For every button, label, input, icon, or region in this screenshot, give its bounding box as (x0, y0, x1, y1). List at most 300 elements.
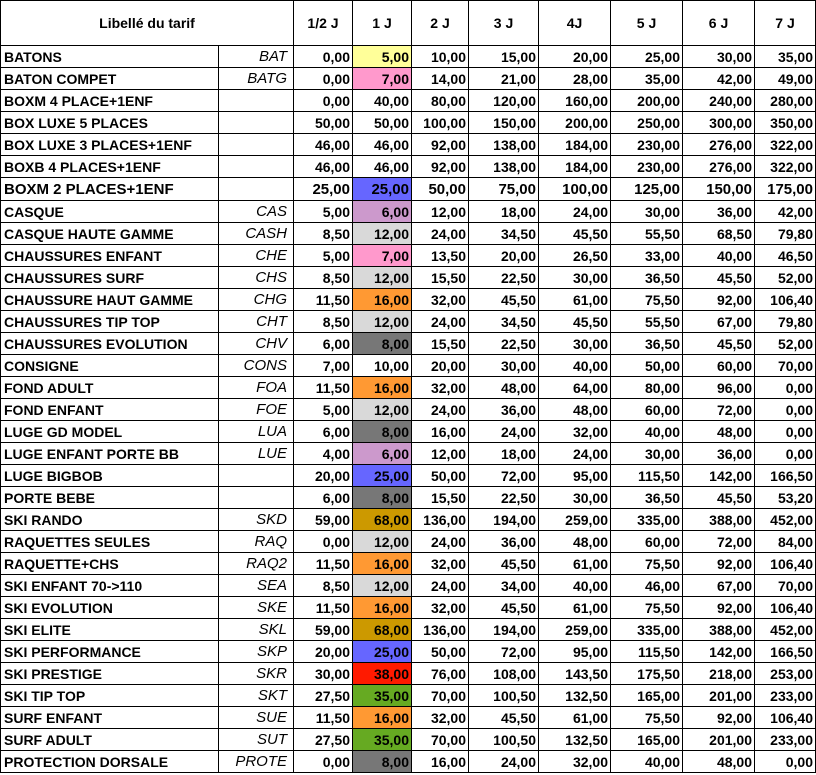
price-cell: 12,00 (412, 443, 469, 465)
price-cell: 61,00 (539, 707, 611, 729)
price-cell: 16,00 (353, 553, 412, 575)
price-cell: 45,50 (539, 223, 611, 245)
price-cell: 61,00 (539, 289, 611, 311)
price-cell: 45,50 (539, 311, 611, 333)
price-cell: 34,00 (469, 575, 539, 597)
price-cell: 40,00 (611, 421, 683, 443)
price-cell: 53,20 (755, 487, 816, 509)
price-cell: 68,50 (683, 223, 755, 245)
price-cell: 12,00 (353, 223, 412, 245)
price-cell: 6,00 (353, 443, 412, 465)
price-cell: 46,00 (353, 156, 412, 178)
price-cell: 100,00 (412, 112, 469, 134)
price-cell: 61,00 (539, 553, 611, 575)
price-cell: 68,00 (353, 509, 412, 531)
table-row (1, 487, 816, 509)
table-row (1, 663, 816, 685)
price-cell: 72,00 (469, 465, 539, 487)
tariff-code: SKT (219, 685, 294, 707)
price-cell: 92,00 (412, 134, 469, 156)
price-cell: 75,50 (611, 553, 683, 575)
price-cell: 8,50 (294, 267, 353, 289)
price-cell: 50,00 (412, 465, 469, 487)
price-cell: 22,50 (469, 333, 539, 355)
table-row (1, 245, 816, 267)
price-cell: 36,00 (469, 531, 539, 553)
table-row (1, 333, 816, 355)
price-cell: 230,00 (611, 134, 683, 156)
price-cell: 12,00 (353, 399, 412, 421)
price-cell: 200,00 (611, 90, 683, 112)
price-cell: 0,00 (294, 90, 353, 112)
price-cell: 45,50 (469, 289, 539, 311)
price-cell: 36,00 (469, 399, 539, 421)
price-cell: 79,80 (755, 311, 816, 333)
tariff-code: SKL (219, 619, 294, 641)
price-cell: 7,00 (294, 355, 353, 377)
table-row (1, 465, 816, 487)
price-cell: 7,00 (353, 245, 412, 267)
tariff-name: SKI ELITE (1, 619, 219, 641)
price-cell: 322,00 (755, 134, 816, 156)
tariff-code (219, 156, 294, 178)
tariff-code (219, 134, 294, 156)
price-cell: 22,50 (469, 487, 539, 509)
table-row (1, 729, 816, 751)
header-duration: 6 J (683, 1, 755, 46)
tariff-code (219, 487, 294, 509)
tariff-code: CHS (219, 267, 294, 289)
price-cell: 100,50 (469, 685, 539, 707)
price-cell: 92,00 (683, 289, 755, 311)
tariff-code: FOE (219, 399, 294, 421)
price-cell: 165,00 (611, 729, 683, 751)
price-cell: 12,00 (353, 311, 412, 333)
price-cell: 6,00 (294, 487, 353, 509)
tariff-name: CHAUSSURES SURF (1, 267, 219, 289)
price-cell: 36,00 (683, 443, 755, 465)
price-cell: 6,00 (294, 421, 353, 443)
tariff-name: CHAUSSURE HAUT GAMME (1, 289, 219, 311)
price-cell: 259,00 (539, 509, 611, 531)
price-cell: 32,00 (412, 377, 469, 399)
price-cell: 240,00 (683, 90, 755, 112)
price-cell: 166,50 (755, 465, 816, 487)
tariff-name: RAQUETTES SEULES (1, 531, 219, 553)
price-cell: 45,50 (683, 267, 755, 289)
price-cell: 16,00 (412, 421, 469, 443)
price-cell: 106,40 (755, 597, 816, 619)
tariff-name: FOND ENFANT (1, 399, 219, 421)
price-cell: 253,00 (755, 663, 816, 685)
price-cell: 38,00 (353, 663, 412, 685)
price-cell: 20,00 (469, 245, 539, 267)
tariff-name: FOND ADULT (1, 377, 219, 399)
price-cell: 52,00 (755, 267, 816, 289)
price-cell: 24,00 (539, 443, 611, 465)
price-cell: 259,00 (539, 619, 611, 641)
price-cell: 8,50 (294, 223, 353, 245)
price-cell: 50,00 (294, 112, 353, 134)
price-cell: 0,00 (294, 751, 353, 773)
tariff-name: LUGE BIGBOB (1, 465, 219, 487)
table-row (1, 267, 816, 289)
price-cell: 40,00 (683, 245, 755, 267)
price-cell: 16,00 (353, 377, 412, 399)
price-cell: 50,00 (353, 112, 412, 134)
price-cell: 165,00 (611, 685, 683, 707)
price-cell: 45,50 (469, 707, 539, 729)
table-row (1, 68, 816, 90)
price-cell: 5,00 (294, 201, 353, 223)
price-cell: 24,00 (412, 575, 469, 597)
price-cell: 48,00 (683, 421, 755, 443)
price-cell: 40,00 (611, 751, 683, 773)
price-cell: 46,50 (755, 245, 816, 267)
price-cell: 115,50 (611, 641, 683, 663)
price-cell: 30,00 (539, 487, 611, 509)
price-cell: 60,00 (611, 531, 683, 553)
price-cell: 5,00 (294, 399, 353, 421)
price-cell: 34,50 (469, 223, 539, 245)
tariff-code (219, 90, 294, 112)
price-cell: 96,00 (683, 377, 755, 399)
price-cell: 60,00 (611, 399, 683, 421)
price-cell: 20,00 (294, 641, 353, 663)
price-cell: 142,00 (683, 641, 755, 663)
price-cell: 8,50 (294, 311, 353, 333)
price-cell: 76,00 (412, 663, 469, 685)
tariff-name: CHAUSSURES ENFANT (1, 245, 219, 267)
price-cell: 75,50 (611, 289, 683, 311)
price-cell: 72,00 (683, 531, 755, 553)
tariff-name: BATONS (1, 46, 219, 68)
price-cell: 250,00 (611, 112, 683, 134)
tariff-code: CASH (219, 223, 294, 245)
price-cell: 45,50 (469, 597, 539, 619)
table-row (1, 641, 816, 663)
price-cell: 32,00 (412, 707, 469, 729)
price-cell: 11,50 (294, 377, 353, 399)
price-cell: 160,00 (539, 90, 611, 112)
header-duration: 7 J (755, 1, 816, 46)
price-cell: 48,00 (539, 531, 611, 553)
price-cell: 36,00 (683, 201, 755, 223)
price-cell: 50,00 (412, 641, 469, 663)
price-cell: 0,00 (294, 46, 353, 68)
price-cell: 46,00 (294, 134, 353, 156)
price-cell: 0,00 (755, 421, 816, 443)
price-cell: 75,50 (611, 597, 683, 619)
price-cell: 13,50 (412, 245, 469, 267)
tariff-name: BATON COMPET (1, 68, 219, 90)
table-row (1, 201, 816, 223)
price-cell: 280,00 (755, 90, 816, 112)
price-cell: 32,00 (539, 421, 611, 443)
price-cell: 322,00 (755, 156, 816, 178)
price-cell: 95,00 (539, 641, 611, 663)
price-cell: 300,00 (683, 112, 755, 134)
price-cell: 60,00 (683, 355, 755, 377)
table-row (1, 707, 816, 729)
price-cell: 35,00 (353, 729, 412, 751)
price-cell: 194,00 (469, 619, 539, 641)
price-cell: 0,00 (755, 751, 816, 773)
price-cell: 70,00 (412, 685, 469, 707)
price-cell: 36,50 (611, 487, 683, 509)
price-cell: 12,00 (412, 201, 469, 223)
price-cell: 45,50 (469, 553, 539, 575)
price-cell: 8,00 (353, 421, 412, 443)
price-cell: 10,00 (412, 46, 469, 68)
table-row (1, 685, 816, 707)
tariff-name: LUGE ENFANT PORTE BB (1, 443, 219, 465)
price-cell: 68,00 (353, 619, 412, 641)
price-cell: 70,00 (755, 355, 816, 377)
table-row (1, 509, 816, 531)
tariff-name: SKI ENFANT 70->110 (1, 575, 219, 597)
price-cell: 25,00 (353, 465, 412, 487)
price-cell: 120,00 (469, 90, 539, 112)
price-cell: 36,50 (611, 267, 683, 289)
price-cell: 80,00 (611, 377, 683, 399)
price-cell: 132,50 (539, 685, 611, 707)
table-row (1, 46, 816, 68)
price-cell: 12,00 (353, 267, 412, 289)
price-cell: 70,00 (755, 575, 816, 597)
price-cell: 24,00 (539, 201, 611, 223)
price-cell: 50,00 (611, 355, 683, 377)
price-cell: 30,00 (611, 201, 683, 223)
price-cell: 33,00 (611, 245, 683, 267)
price-cell: 34,50 (469, 311, 539, 333)
table-row (1, 597, 816, 619)
price-cell: 194,00 (469, 509, 539, 531)
price-cell: 45,50 (683, 487, 755, 509)
tariff-code: LUE (219, 443, 294, 465)
tariff-name: SURF ENFANT (1, 707, 219, 729)
price-cell: 28,00 (539, 68, 611, 90)
price-cell: 30,00 (294, 663, 353, 685)
price-cell: 26,50 (539, 245, 611, 267)
price-cell: 40,00 (539, 355, 611, 377)
price-cell: 15,50 (412, 487, 469, 509)
tariff-code: CAS (219, 201, 294, 223)
price-cell: 335,00 (611, 619, 683, 641)
price-cell: 108,00 (469, 663, 539, 685)
price-cell: 72,00 (683, 399, 755, 421)
price-cell: 72,00 (469, 641, 539, 663)
header-duration: 5 J (611, 1, 683, 46)
tariff-code: BATG (219, 68, 294, 90)
table-row (1, 553, 816, 575)
price-cell: 32,00 (412, 289, 469, 311)
tariff-name: PORTE BEBE (1, 487, 219, 509)
table-row (1, 377, 816, 399)
tariff-name: SKI PERFORMANCE (1, 641, 219, 663)
table-row (1, 178, 816, 201)
price-cell: 12,00 (353, 575, 412, 597)
price-cell: 184,00 (539, 134, 611, 156)
tariff-code: RAQ2 (219, 553, 294, 575)
price-cell: 25,00 (611, 46, 683, 68)
price-cell: 20,00 (294, 465, 353, 487)
price-cell: 106,40 (755, 707, 816, 729)
price-cell: 36,50 (611, 333, 683, 355)
price-cell: 92,00 (683, 553, 755, 575)
price-cell: 61,00 (539, 597, 611, 619)
tariff-code: SKR (219, 663, 294, 685)
price-cell: 175,50 (611, 663, 683, 685)
price-cell: 55,50 (611, 223, 683, 245)
price-cell: 40,00 (539, 575, 611, 597)
tariff-code: SKD (219, 509, 294, 531)
price-cell: 95,00 (539, 465, 611, 487)
price-cell: 25,00 (294, 178, 353, 201)
price-cell: 15,00 (469, 46, 539, 68)
price-cell: 0,00 (294, 531, 353, 553)
price-cell: 11,50 (294, 707, 353, 729)
price-cell: 30,00 (539, 333, 611, 355)
price-cell: 32,00 (412, 597, 469, 619)
price-cell: 14,00 (412, 68, 469, 90)
price-cell: 7,00 (353, 68, 412, 90)
price-cell: 11,50 (294, 289, 353, 311)
price-cell: 75,50 (611, 707, 683, 729)
price-cell: 24,00 (412, 399, 469, 421)
tariff-name: CHAUSSURES EVOLUTION (1, 333, 219, 355)
price-cell: 150,00 (683, 178, 755, 201)
tariff-name: SKI PRESTIGE (1, 663, 219, 685)
price-cell: 15,50 (412, 333, 469, 355)
price-cell: 79,80 (755, 223, 816, 245)
price-cell: 115,50 (611, 465, 683, 487)
price-cell: 92,00 (412, 156, 469, 178)
price-cell: 32,00 (539, 751, 611, 773)
price-cell: 150,00 (469, 112, 539, 134)
price-cell: 125,00 (611, 178, 683, 201)
price-cell: 52,00 (755, 333, 816, 355)
price-cell: 184,00 (539, 156, 611, 178)
tariff-code: SKP (219, 641, 294, 663)
table-row (1, 223, 816, 245)
price-cell: 24,00 (412, 311, 469, 333)
price-cell: 24,00 (412, 223, 469, 245)
price-cell: 8,00 (353, 751, 412, 773)
price-cell: 132,50 (539, 729, 611, 751)
price-cell: 48,00 (683, 751, 755, 773)
price-cell: 8,00 (353, 487, 412, 509)
price-cell: 24,00 (469, 421, 539, 443)
price-cell: 8,00 (353, 333, 412, 355)
header-duration: 3 J (469, 1, 539, 46)
price-cell: 46,00 (353, 134, 412, 156)
price-cell: 16,00 (353, 289, 412, 311)
tariff-code: CHV (219, 333, 294, 355)
price-cell: 67,00 (683, 575, 755, 597)
price-cell: 276,00 (683, 134, 755, 156)
price-cell: 201,00 (683, 729, 755, 751)
price-cell: 11,50 (294, 597, 353, 619)
table-row (1, 289, 816, 311)
tariff-code: SKE (219, 597, 294, 619)
price-cell: 0,00 (755, 443, 816, 465)
price-cell: 70,00 (412, 729, 469, 751)
tariff-name: BOXB 4 PLACES+1ENF (1, 156, 219, 178)
tariff-name: PROTECTION DORSALE (1, 751, 219, 773)
price-cell: 64,00 (539, 377, 611, 399)
table-row (1, 134, 816, 156)
price-cell: 138,00 (469, 156, 539, 178)
price-cell: 12,00 (353, 531, 412, 553)
price-cell: 200,00 (539, 112, 611, 134)
tariff-code: SEA (219, 575, 294, 597)
price-cell: 30,00 (469, 355, 539, 377)
tariff-name: BOXM 4 PLACE+1ENF (1, 90, 219, 112)
price-cell: 11,50 (294, 553, 353, 575)
header-duration: 1 J (353, 1, 412, 46)
price-cell: 276,00 (683, 156, 755, 178)
price-cell: 388,00 (683, 619, 755, 641)
header-duration: 1/2 J (294, 1, 353, 46)
tariff-name: CONSIGNE (1, 355, 219, 377)
tariff-name: SKI EVOLUTION (1, 597, 219, 619)
price-cell: 30,00 (611, 443, 683, 465)
price-cell: 24,00 (412, 531, 469, 553)
price-cell: 175,00 (755, 178, 816, 201)
price-cell: 350,00 (755, 112, 816, 134)
tariff-code: SUT (219, 729, 294, 751)
header-duration: 4J (539, 1, 611, 46)
price-cell: 42,00 (755, 201, 816, 223)
price-cell: 32,00 (412, 553, 469, 575)
price-cell: 166,50 (755, 641, 816, 663)
header-row (1, 1, 816, 46)
price-cell: 100,00 (539, 178, 611, 201)
price-cell: 4,00 (294, 443, 353, 465)
tariff-name: CASQUE (1, 201, 219, 223)
tariff-code: CHT (219, 311, 294, 333)
price-cell: 35,00 (755, 46, 816, 68)
price-cell: 30,00 (683, 46, 755, 68)
price-cell: 25,00 (353, 641, 412, 663)
price-cell: 16,00 (353, 597, 412, 619)
price-cell: 18,00 (469, 443, 539, 465)
price-cell: 42,00 (683, 68, 755, 90)
price-cell: 75,00 (469, 178, 539, 201)
tariff-name: BOX LUXE 5 PLACES (1, 112, 219, 134)
price-cell: 92,00 (683, 597, 755, 619)
tariff-name: SKI RANDO (1, 509, 219, 531)
table-row (1, 311, 816, 333)
price-cell: 50,00 (412, 178, 469, 201)
price-cell: 6,00 (353, 201, 412, 223)
price-cell: 27,50 (294, 729, 353, 751)
price-cell: 5,00 (353, 46, 412, 68)
table-row (1, 421, 816, 443)
price-cell: 138,00 (469, 134, 539, 156)
tariff-name: BOX LUXE 3 PLACES+1ENF (1, 134, 219, 156)
price-cell: 30,00 (539, 267, 611, 289)
price-cell: 35,00 (611, 68, 683, 90)
price-cell: 0,00 (294, 68, 353, 90)
price-cell: 49,00 (755, 68, 816, 90)
tariff-name: SURF ADULT (1, 729, 219, 751)
price-cell: 452,00 (755, 619, 816, 641)
price-cell: 40,00 (353, 90, 412, 112)
price-cell: 10,00 (353, 355, 412, 377)
tariff-name: SKI TIP TOP (1, 685, 219, 707)
